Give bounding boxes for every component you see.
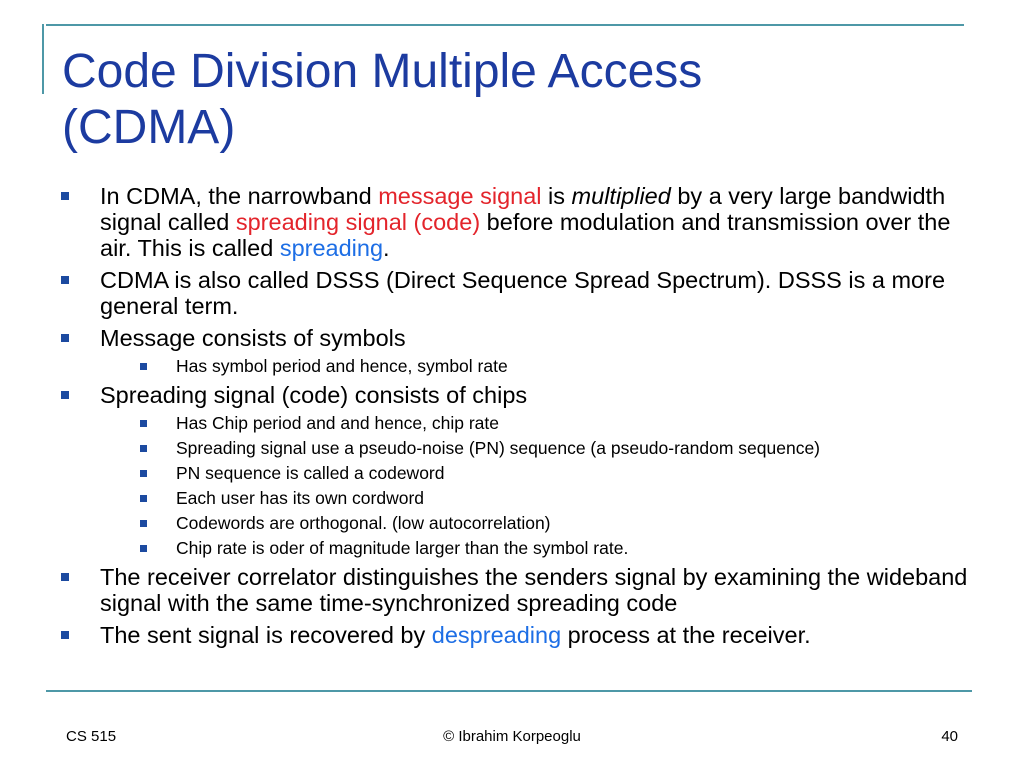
bullet-receiver-correlator: The receiver correlator distinguishes the senders signal by examining the wideband signal with the same time-synchronized spreading code [60,564,970,616]
footer-page-number: 40 [941,728,958,745]
b6-despreading: despreading [431,622,562,648]
b6-text-1: The sent signal is recovered by [100,622,432,648]
b1-text-5: by a very large bandwidth signal called [100,183,946,235]
b1-spreading-signal: spreading signal (code) [235,209,481,235]
frame-bottom-rule [46,690,972,692]
frame-left-rule [42,24,44,94]
sub-bullet-chip-rate: Has Chip period and and hence, chip rate [60,414,970,433]
title-line-2: (CDMA) [62,101,236,154]
b1-message-signal: message signal [378,183,542,209]
title-line-1: Code Division Multiple Access [62,45,703,98]
b1-spreading: spreading [279,235,384,261]
slide-title [62,44,962,156]
b1-text-3: is [541,183,572,209]
sub-bullet-chip-rate-magnitude: Chip rate is oder of magnitude larger than the symbol rate. [60,539,970,558]
b1-text-1: In CDMA, the narrowband [100,183,379,209]
bullet-dsss: CDMA is also called DSSS (Direct Sequence Spread Spectrum). DSSS is a more general term. [60,267,970,319]
b1-text-9: . [383,235,390,261]
sub-bullet-own-codeword: Each user has its own cordword [60,489,970,508]
bullet-despreading [60,622,970,648]
sub-bullet-orthogonal: Codewords are orthogonal. (low autocorrelation) [60,514,970,533]
bullet-message-symbols: Message consists of symbols [60,325,970,351]
bullet-spreading-chips: Spreading signal (code) consists of chips [60,382,970,408]
frame-top-rule [46,24,964,26]
b1-text-7: before modulation and transmission over the air. This is called [100,209,951,261]
b6-text-3: process at the receiver. [561,622,811,648]
sub-bullet-symbol-rate: Has symbol period and hence, symbol rate [60,357,970,376]
bullet-list [60,183,970,654]
footer-course: CS 515 [66,728,117,745]
b1-multiplied: multiplied [571,183,671,209]
sub-bullet-codeword: PN sequence is called a codeword [60,464,970,483]
footer-author: © Ibrahim Korpeoglu [443,728,581,745]
bullet-cdma-definition [60,183,970,261]
sub-bullet-pn-sequence: Spreading signal use a pseudo-noise (PN) sequence (a pseudo-random sequence) [60,439,970,458]
